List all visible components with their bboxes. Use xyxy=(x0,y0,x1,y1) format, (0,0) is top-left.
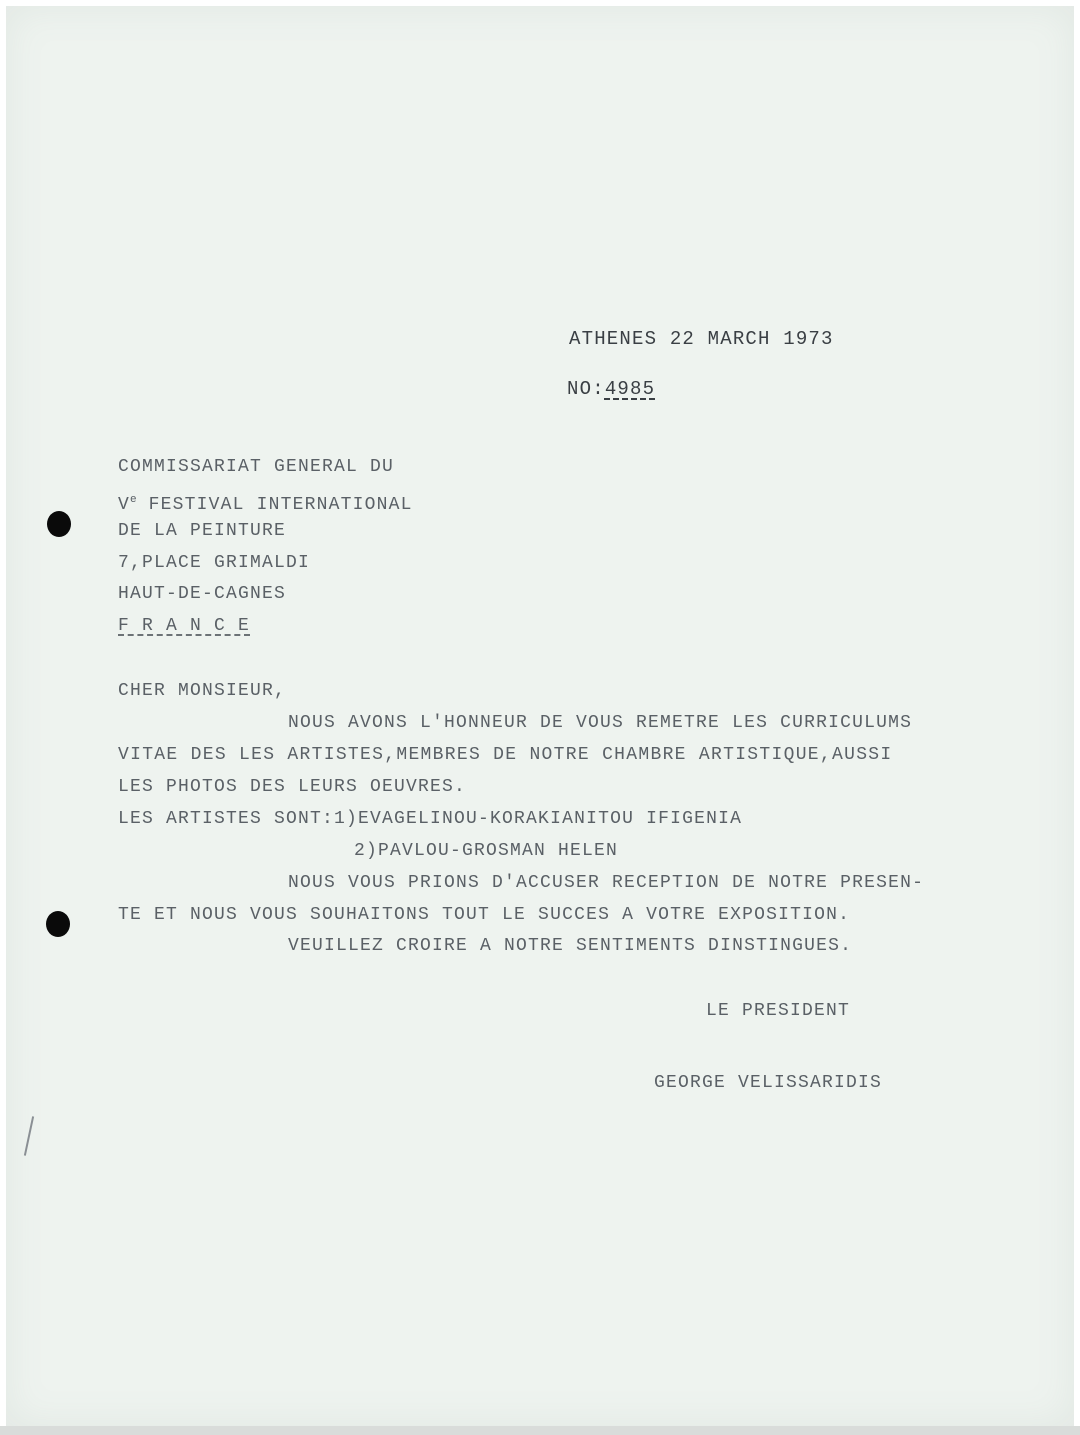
paragraph-1-line-1: NOUS AVONS L'HONNEUR DE VOUS REMETRE LES CURRICULUMS xyxy=(288,713,913,733)
reference-prefix: NO: xyxy=(567,378,605,400)
paragraph-2-line-2: TE ET NOUS VOUS SOUHAITONS TOUT LE SUCCES A VOTRE EXPOSITION. xyxy=(118,905,851,925)
signature-title: LE PRESIDENT xyxy=(706,1001,851,1021)
address-line-3: DE LA PEINTURE xyxy=(118,521,287,541)
stray-pen-mark xyxy=(24,1116,34,1156)
page-bottom-edge xyxy=(0,1426,1080,1435)
paragraph-1-line-2: VITAE DES LES ARTISTES,MEMBRES DE NOTRE CHAMBRE ARTISTIQUE,AUSSI xyxy=(118,745,893,765)
date-line: ATHENES 22 MARCH 1973 xyxy=(569,328,834,350)
signature-name: GEORGE VELISSARIDIS xyxy=(654,1073,883,1093)
artists-line-1: LES ARTISTES SONT:1)EVAGELINOU-KORAKIANITOU IFIGENIA xyxy=(118,809,743,829)
letter-page xyxy=(6,6,1074,1426)
paragraph-2-line-1: NOUS VOUS PRIONS D'ACCUSER RECEPTION DE NOTRE PRESEN- xyxy=(288,873,925,893)
address-line-4: 7,PLACE GRIMALDI xyxy=(118,553,311,573)
address-country: F R A N C E xyxy=(118,616,251,636)
punch-hole-top xyxy=(47,511,71,537)
closing-line: VEUILLEZ CROIRE A NOTRE SENTIMENTS DINSTINGUES. xyxy=(288,936,853,956)
paragraph-1-line-3: LES PHOTOS DES LEURS OEUVRES. xyxy=(118,777,467,797)
reference-line xyxy=(567,378,655,400)
reference-number: 4985 xyxy=(604,378,656,400)
address-line-2-prefix: V xyxy=(118,495,131,515)
address-line-2 xyxy=(118,489,413,516)
address-line-2-superscript: e xyxy=(130,494,137,506)
address-line-1: COMMISSARIAT GENERAL DU xyxy=(118,457,395,477)
artists-line-2: 2)PAVLOU-GROSMAN HELEN xyxy=(354,841,619,861)
salutation: CHER MONSIEUR, xyxy=(118,681,287,701)
punch-hole-bottom xyxy=(46,911,70,937)
address-line-2-rest: FESTIVAL INTERNATIONAL xyxy=(136,495,413,515)
address-line-5: HAUT-DE-CAGNES xyxy=(118,584,287,604)
